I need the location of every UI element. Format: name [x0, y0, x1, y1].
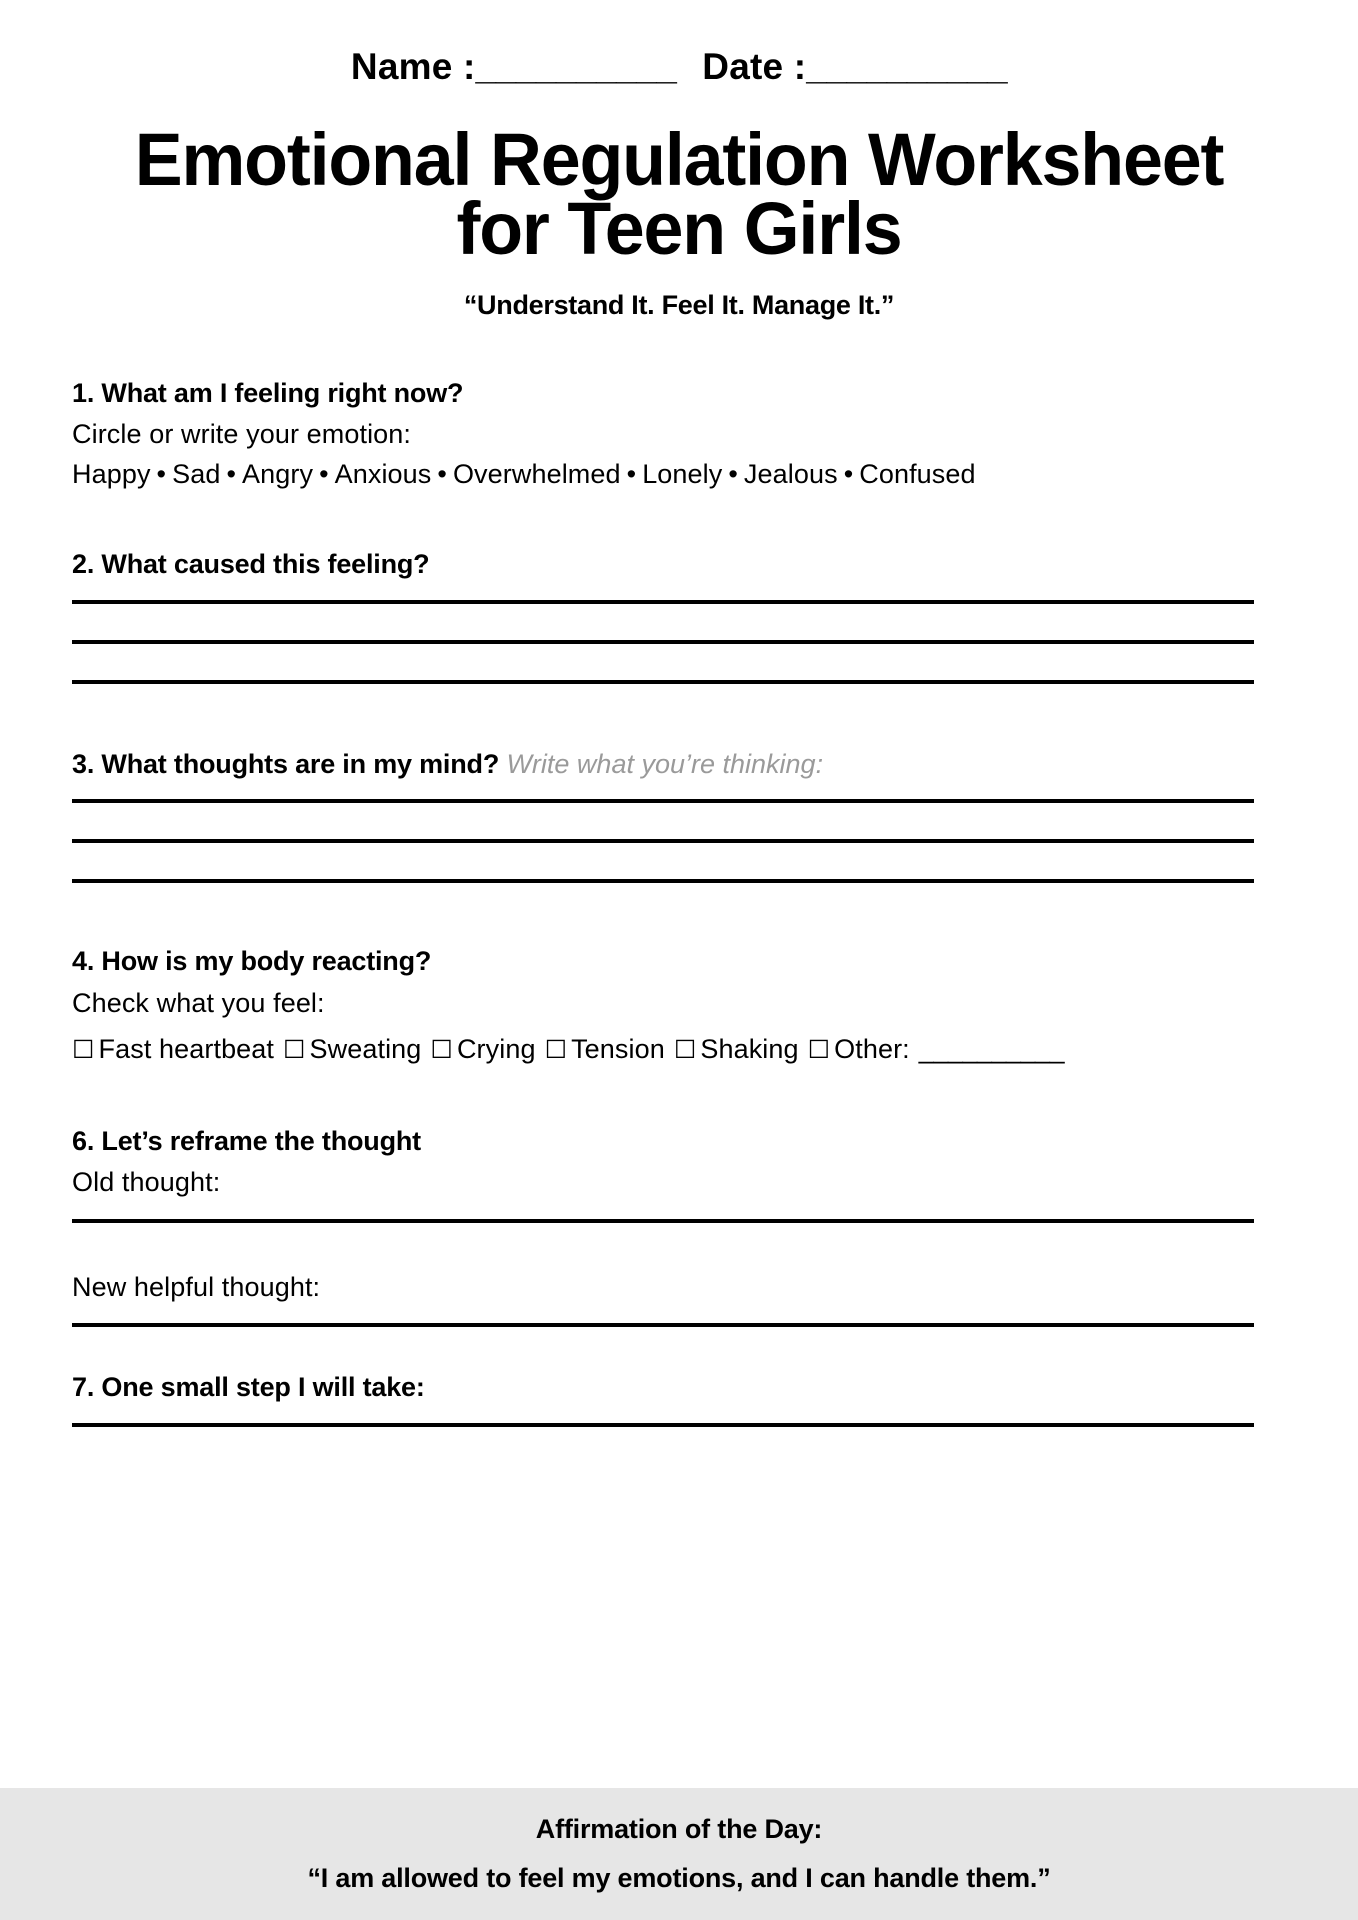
checkbox-item-sweating[interactable] — [283, 1034, 430, 1064]
emotion-option-sad[interactable]: Sad — [172, 458, 221, 489]
spacer-after-question-1 — [72, 490, 1286, 548]
emotion-option-jealous[interactable]: Jealous — [743, 458, 838, 489]
section-question-6 — [72, 1125, 1286, 1328]
spacer-after-question-4 — [72, 1065, 1286, 1125]
checkbox-item-fast-heartbeat[interactable] — [72, 1034, 283, 1064]
checkbox-item-other[interactable] — [808, 1034, 919, 1064]
spacer-after-subtitle — [72, 321, 1286, 377]
question-4-instruction: Check what you feel: — [72, 988, 325, 1019]
spacer-after-question-3 — [72, 883, 1286, 945]
affirmation-footer — [0, 1788, 1358, 1920]
checkbox-icon[interactable]: ☐ — [72, 1035, 95, 1064]
spacer-after-question-2 — [72, 684, 1286, 748]
old-thought-label: Old thought: — [72, 1167, 221, 1198]
page-title — [90, 118, 1268, 270]
emotion-option-anxious[interactable]: Anxious — [334, 458, 432, 489]
checkbox-icon[interactable]: ☐ — [544, 1035, 568, 1064]
checkbox-label: Fast heartbeat — [98, 1033, 275, 1064]
section-question-2 — [72, 548, 1286, 684]
page-subtitle: “Understand It. Feel It. Manage It.” — [463, 289, 895, 320]
checkbox-label: Tension — [571, 1033, 665, 1064]
section-question-1 — [72, 377, 1286, 490]
section-question-4 — [72, 945, 1286, 1064]
affirmation-title: Affirmation of the Day: — [535, 1814, 823, 1844]
checkbox-label-other: Other: — [834, 1033, 910, 1064]
checkbox-item-crying[interactable] — [430, 1034, 544, 1064]
question-4-checkbox-row — [72, 1034, 1286, 1065]
emotion-separator: • — [843, 458, 854, 489]
question-3-heading — [72, 748, 1286, 782]
question-3-answer-lines — [72, 799, 1286, 883]
write-line[interactable] — [72, 640, 1254, 644]
checkbox-icon[interactable]: ☐ — [430, 1035, 453, 1064]
write-line[interactable] — [72, 839, 1254, 843]
emotion-option-lonely[interactable]: Lonely — [642, 458, 723, 489]
emotion-separator: • — [728, 458, 738, 489]
name-label: Name : — [350, 46, 476, 87]
question-3-heading-text: 3. What thoughts are in my mind? — [72, 748, 500, 779]
spacer-after-question-6 — [72, 1327, 1286, 1371]
checkbox-item-tension[interactable] — [545, 1034, 674, 1064]
affirmation-quote: “I am allowed to feel my emotions, and I can handle them.” — [307, 1863, 1051, 1893]
write-line[interactable] — [72, 600, 1254, 604]
emotion-option-happy[interactable]: Happy — [72, 458, 151, 489]
emotion-separator: • — [437, 458, 447, 489]
emotion-option-confused[interactable]: Confused — [859, 458, 976, 489]
question-3-hint: Write what you’re thinking: — [506, 748, 824, 779]
page-title-line-2: for Teen Girls — [456, 186, 902, 270]
write-line[interactable] — [72, 1423, 1254, 1427]
question-1-emotion-list — [72, 459, 1286, 490]
name-date-row — [72, 0, 1286, 88]
emotion-option-overwhelmed[interactable]: Overwhelmed — [452, 458, 621, 489]
checkbox-icon[interactable]: ☐ — [807, 1035, 831, 1064]
other-blank-field[interactable]: __________ — [918, 1033, 1064, 1064]
question-6-heading: 6. Let’s reframe the thought — [72, 1125, 421, 1156]
question-2-heading: 2. What caused this feeling? — [72, 548, 430, 579]
question-4-heading: 4. How is my body reacting? — [72, 946, 432, 977]
emotion-separator: • — [156, 458, 167, 489]
emotion-separator: • — [226, 458, 237, 489]
write-line[interactable] — [72, 799, 1254, 803]
section-question-3 — [72, 748, 1286, 884]
checkbox-item-shaking[interactable] — [674, 1034, 808, 1064]
question-1-heading: 1. What am I feeling right now? — [72, 377, 464, 408]
date-blank-field[interactable]: __________ — [806, 46, 1008, 87]
question-1-instruction: Circle or write your emotion: — [72, 419, 412, 450]
page-title-line-1: Emotional Regulation Worksheet — [134, 118, 1224, 201]
question-7-heading: 7. One small step I will take: — [72, 1372, 425, 1403]
new-thought-label: New helpful thought: — [72, 1271, 321, 1302]
checkbox-icon[interactable]: ☐ — [283, 1035, 306, 1064]
question-2-answer-lines — [72, 600, 1286, 684]
spacer-between-thought-fields — [72, 1223, 1286, 1263]
section-question-7 — [72, 1371, 1286, 1427]
emotion-separator: • — [626, 458, 637, 489]
emotion-option-angry[interactable]: Angry — [242, 458, 314, 489]
date-label: Date : — [702, 46, 807, 87]
emotion-separator: • — [319, 458, 329, 489]
checkbox-label: Sweating — [309, 1033, 422, 1064]
checkbox-label: Shaking — [700, 1033, 799, 1064]
question-7-answer-lines — [72, 1423, 1286, 1427]
checkbox-label: Crying — [456, 1033, 536, 1064]
checkbox-icon[interactable]: ☐ — [673, 1035, 697, 1064]
name-blank-field[interactable]: __________ — [475, 46, 677, 87]
